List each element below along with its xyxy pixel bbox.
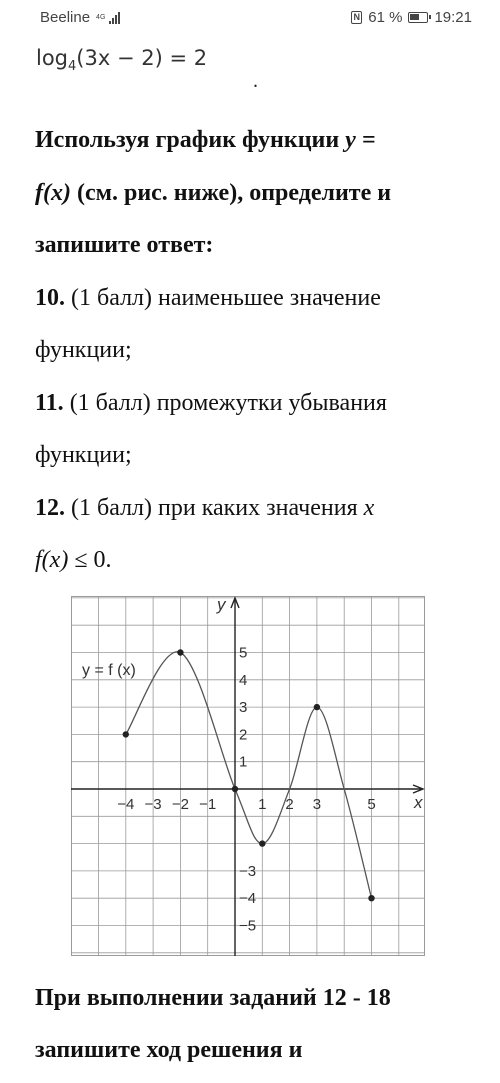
task-line-1-var: y = xyxy=(345,127,376,153)
y-tick-label: 3 xyxy=(239,699,248,717)
x-tick-label: 2 xyxy=(285,796,294,813)
x-tick-label: −1 xyxy=(199,796,217,813)
y-axis-label: y xyxy=(217,596,226,614)
x-tick-label: −3 xyxy=(144,796,162,813)
x-axis-label: x xyxy=(414,793,423,812)
question-12-inequality: ≤ 0. xyxy=(68,547,112,573)
carrier-name: Beeline xyxy=(40,9,91,26)
question-10-number: 10. xyxy=(35,285,65,311)
x-tick-label: 1 xyxy=(258,796,267,813)
task-line-2 xyxy=(35,180,391,207)
x-tick-label: −2 xyxy=(171,796,189,813)
trailing-dot: . xyxy=(253,70,258,92)
question-10-text: (1 балл) наименьшее значение xyxy=(65,285,381,311)
network-type: 4G xyxy=(96,14,106,21)
question-12-cont xyxy=(35,547,111,574)
log-word: log xyxy=(36,46,69,70)
task-line-2-text: (см. рис. ниже), определите и xyxy=(70,180,392,206)
x-tick-label: −4 xyxy=(117,796,135,813)
question-11-number: 11. xyxy=(35,390,64,416)
log-base: 4 xyxy=(68,59,77,75)
footer-line-2: запишите ход решения и xyxy=(35,1037,303,1063)
y-tick-label: 1 xyxy=(239,753,248,771)
y-tick-label: −3 xyxy=(239,862,257,880)
question-12-fx: f(x) xyxy=(35,547,69,573)
question-12-text: (1 балл) при каких значения xyxy=(65,495,364,521)
y-tick-label: −5 xyxy=(239,917,257,935)
question-11-cont: функции; xyxy=(35,442,132,468)
question-11 xyxy=(35,390,387,417)
task-line-1 xyxy=(35,127,376,154)
question-12-number: 12. xyxy=(35,495,65,521)
task-line-2-var: f(x) xyxy=(35,180,71,206)
x-tick-label: 5 xyxy=(367,796,376,813)
question-11-text: (1 балл) промежутки убывания xyxy=(63,390,387,416)
footer-line-1: При выполнении заданий 12 - 18 xyxy=(35,985,391,1011)
log-equation xyxy=(36,46,207,74)
function-graph xyxy=(71,596,425,956)
y-tick-label: 4 xyxy=(239,671,248,689)
y-tick-label: 2 xyxy=(239,726,248,744)
battery-percent: 61 % xyxy=(368,9,403,26)
graph-point xyxy=(123,731,129,737)
status-bar xyxy=(0,0,500,36)
x-tick-label: 3 xyxy=(312,796,322,813)
question-12 xyxy=(35,495,374,522)
status-right xyxy=(351,9,472,26)
status-left xyxy=(40,9,120,26)
graph-point xyxy=(232,786,238,792)
function-label: y = f (x) xyxy=(82,662,136,679)
battery-icon xyxy=(408,12,428,23)
graph-point xyxy=(368,895,374,901)
y-tick-label: 5 xyxy=(239,644,248,662)
graph-point xyxy=(177,649,183,655)
question-10-cont: функции; xyxy=(35,337,132,363)
graph-point xyxy=(314,704,320,710)
question-10 xyxy=(35,285,381,312)
function-curve xyxy=(126,652,372,898)
log-expression: (3x − 2) = 2 xyxy=(76,46,208,70)
task-line-3: запишите ответ: xyxy=(35,232,214,258)
question-12-var: x xyxy=(363,495,375,521)
clock: 19:21 xyxy=(434,9,472,26)
nfc-icon: N xyxy=(351,11,362,24)
y-tick-label: −4 xyxy=(239,890,257,908)
graph-point xyxy=(259,840,265,846)
task-line-1-text: Используя график функции xyxy=(35,127,346,153)
signal-icon xyxy=(109,12,120,24)
